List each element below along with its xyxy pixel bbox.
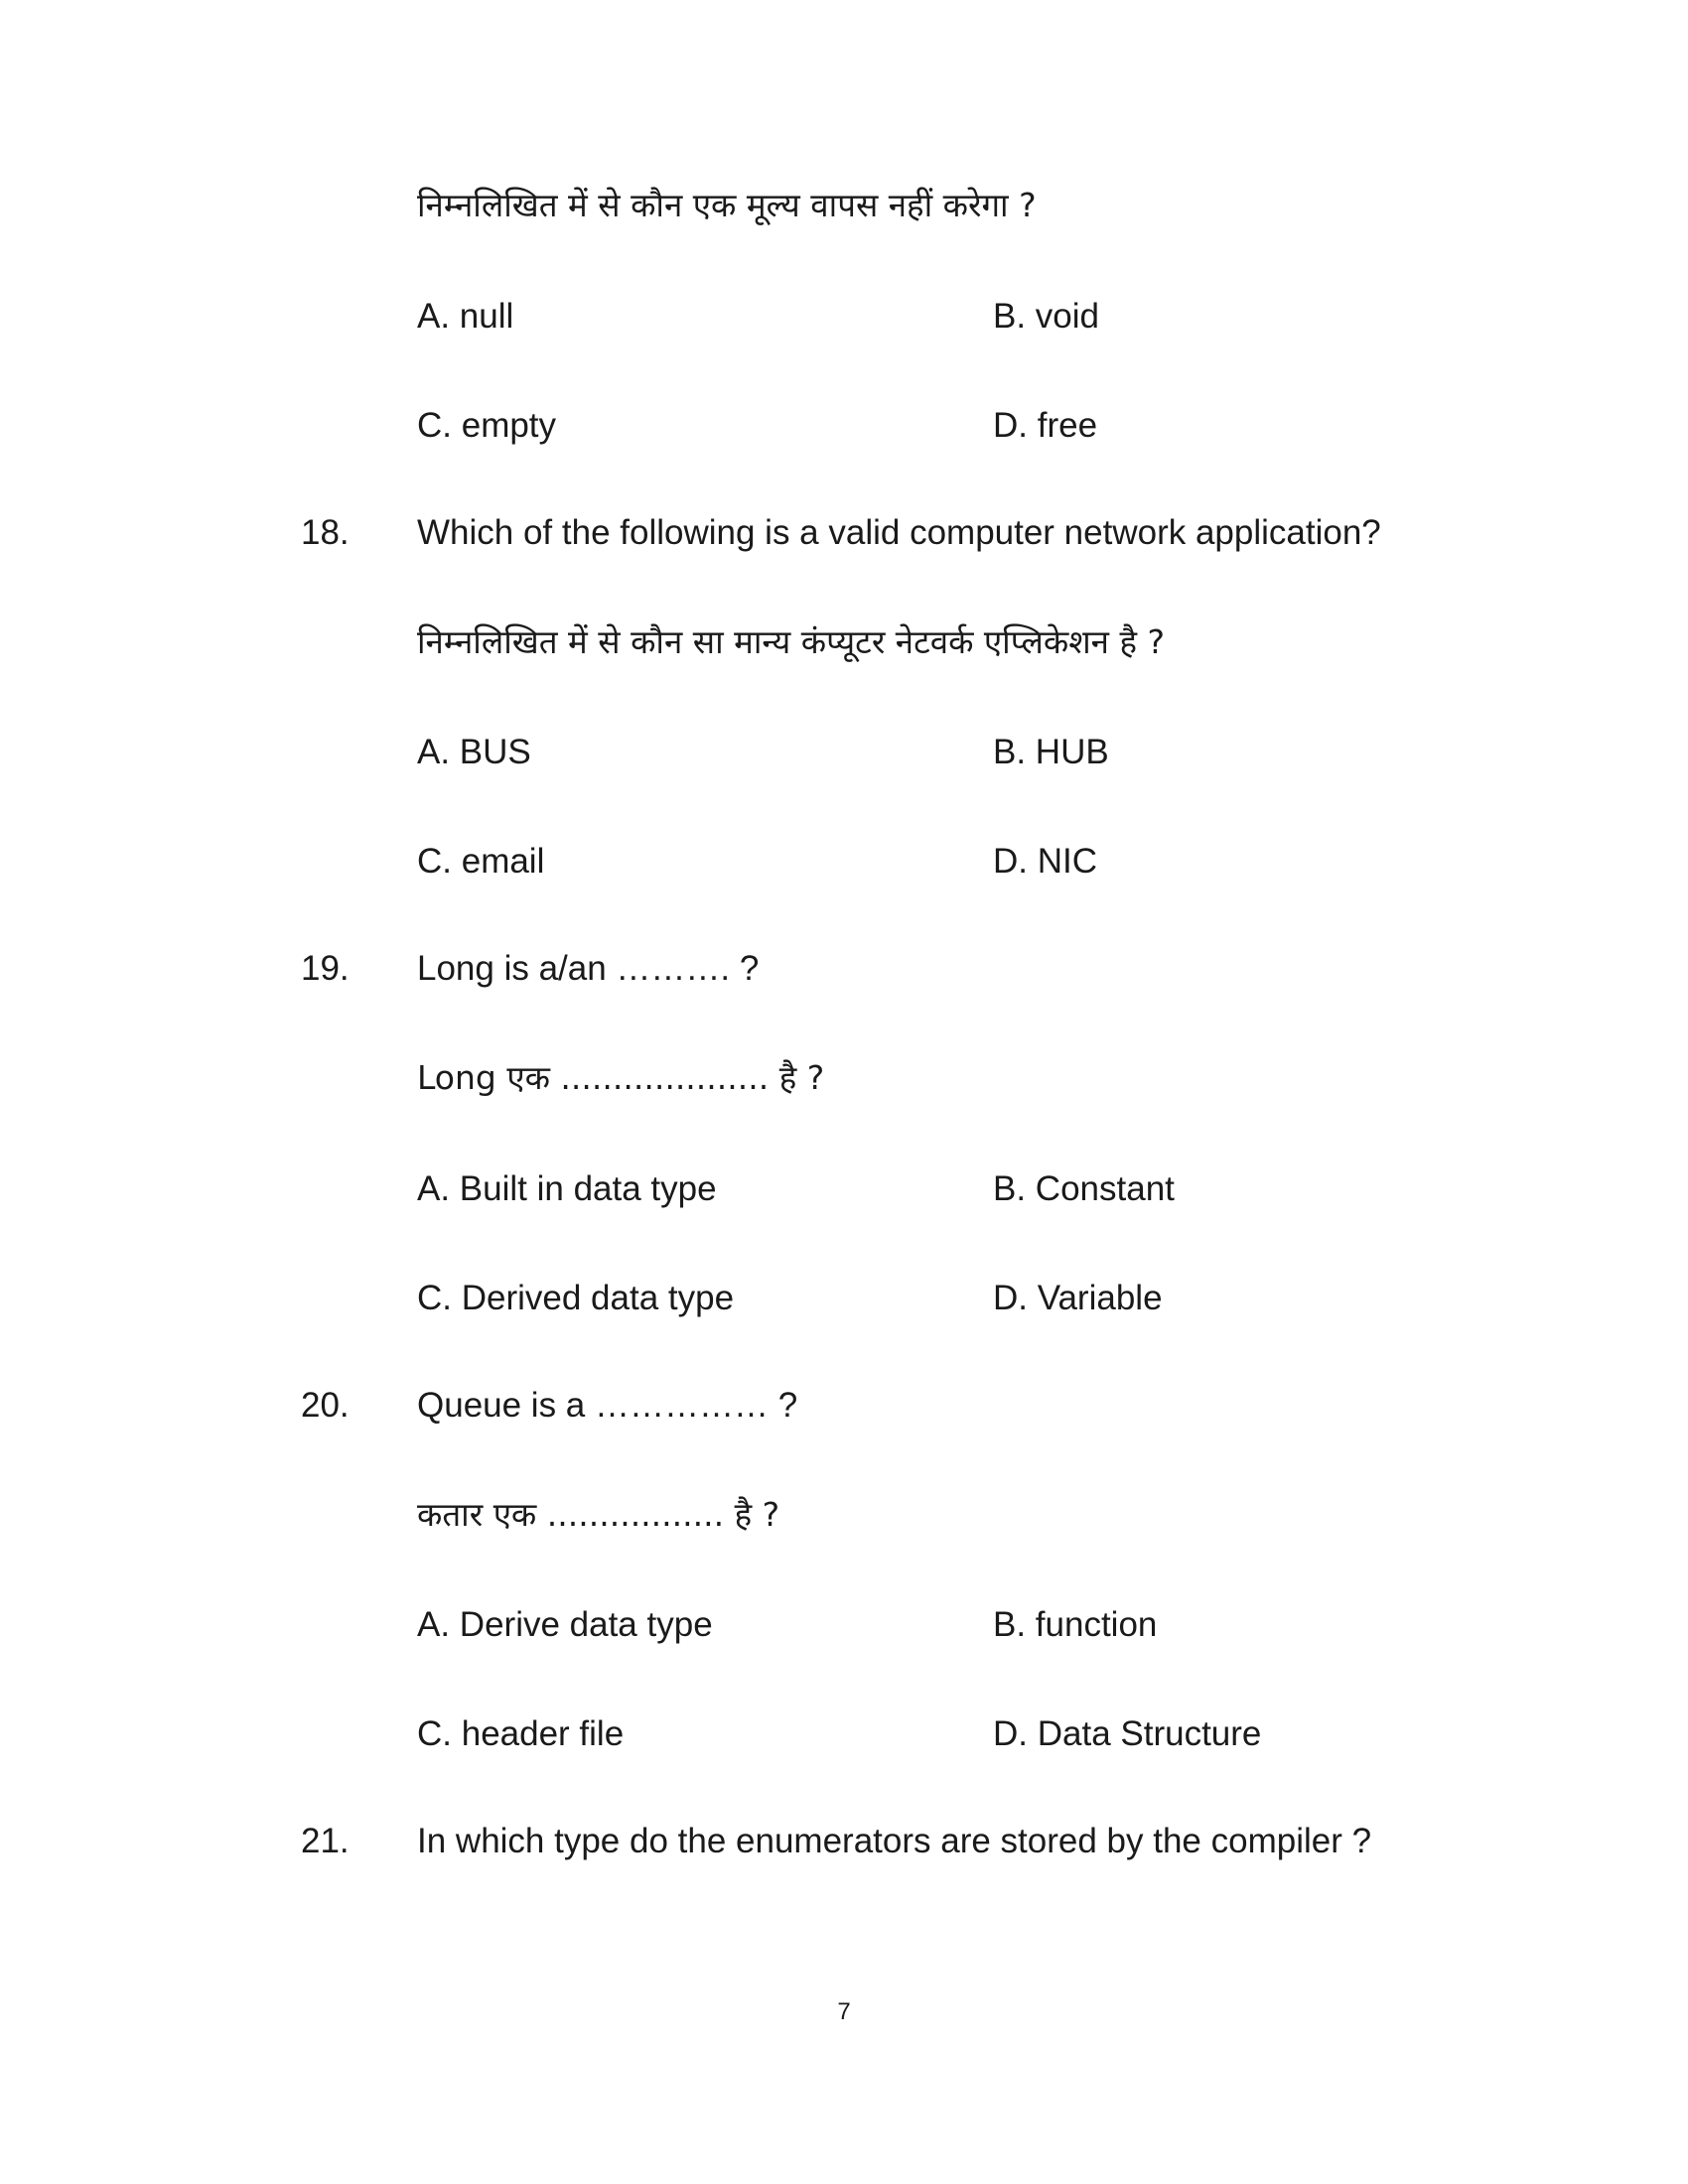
q17-hindi-text: निम्नलिखित में से कौन एक मूल्य वापस नहीं करेगा ? — [417, 186, 1037, 224]
q20-option-d: D. Data Structure — [993, 1714, 1262, 1753]
q20-option-b: B. function — [993, 1605, 1158, 1644]
q19-option-a: A. Built in data type — [417, 1169, 717, 1208]
q19-option-c: C. Derived data type — [417, 1279, 735, 1317]
q18-option-b: B. HUB — [993, 733, 1109, 771]
q19-number: 19. — [301, 949, 350, 988]
q20-number: 20. — [301, 1386, 350, 1425]
q19-option-d: D. Variable — [993, 1279, 1163, 1317]
q21-number: 21. — [301, 1822, 350, 1860]
q19-english-text: Long is a/an ………. ? — [417, 949, 760, 988]
q20-option-c: C. header file — [417, 1714, 625, 1753]
page-number: 7 — [837, 1998, 851, 2025]
q21-english-text: In which type do the enumerators are stored by the compiler ? — [417, 1822, 1372, 1860]
q18-option-c: C. email — [417, 842, 545, 881]
q18-number: 18. — [301, 513, 350, 552]
q17-option-c: C. empty — [417, 406, 557, 445]
q20-option-a: A. Derive data type — [417, 1605, 713, 1644]
q19-option-b: B. Constant — [993, 1169, 1175, 1208]
q18-english-text: Which of the following is a valid computer network application? — [417, 513, 1381, 552]
q18-option-a: A. BUS — [417, 733, 531, 771]
q20-hindi-text: कतार एक ................. है ? — [417, 1495, 780, 1534]
q19-hindi-text: Long एक .................... है ? — [417, 1058, 825, 1097]
q17-option-d: D. free — [993, 406, 1098, 445]
q18-option-d: D. NIC — [993, 842, 1097, 881]
q17-option-a: A. null — [417, 297, 514, 336]
q17-option-b: B. void — [993, 297, 1099, 336]
q20-english-text: Queue is a …………… ? — [417, 1386, 798, 1425]
q18-hindi-text: निम्नलिखित में से कौन सा मान्य कंप्यूटर नेटवर्क एप्लिकेशन है ? — [417, 622, 1165, 661]
